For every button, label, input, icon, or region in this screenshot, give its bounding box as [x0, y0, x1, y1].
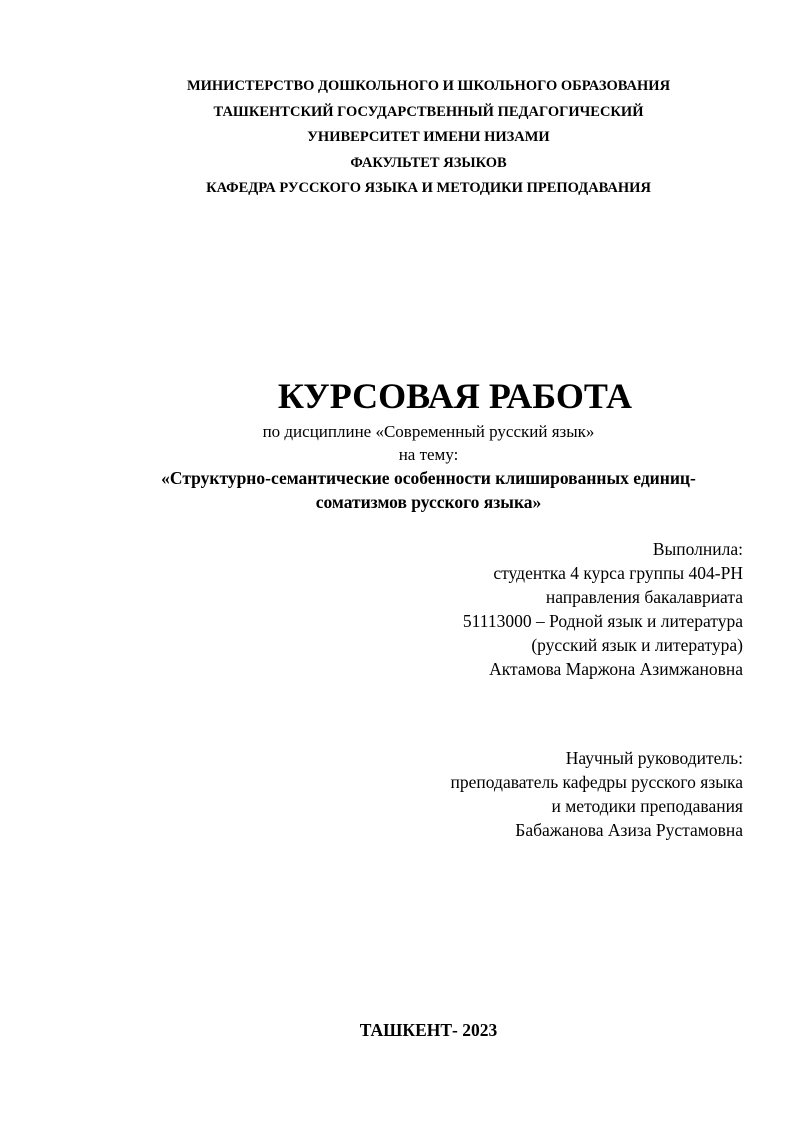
author-specialty: 51113000 – Родной язык и литература: [462, 611, 743, 631]
supervisor-block: [451, 746, 743, 842]
city-year: ТАШКЕНТ- 2023: [359, 1020, 498, 1040]
work-title: КУРСОВАЯ РАБОТА: [277, 376, 633, 416]
supervisor-position-1: преподаватель кафедры русского языка: [450, 772, 743, 792]
ministry-line: МИНИСТЕРСТВО ДОШКОЛЬНОГО И ШКОЛЬНОГО ОБРАЗОВАНИЯ: [186, 78, 671, 94]
supervisor-label: Научный руководитель:: [565, 748, 743, 768]
topic-intro: на тему:: [398, 445, 459, 464]
faculty-line: ФАКУЛЬТЕТ ЯЗЫКОВ: [350, 154, 507, 171]
author-name: Актамова Маржона Азимжановна: [489, 659, 743, 679]
author-specialty-detail: (русский язык и литература): [531, 635, 743, 655]
topic-line-2: соматизмов русского языка»: [315, 492, 542, 512]
author-direction: направления бакалавриата: [545, 587, 743, 607]
author-block: [463, 537, 743, 681]
discipline-line: по дисциплине «Современный русский язык»: [262, 422, 595, 441]
author-label: Выполнила:: [652, 539, 743, 559]
department-line: КАФЕДРА РУССКОГО ЯЗЫКА И МЕТОДИКИ ПРЕПОДАВАНИЯ: [206, 180, 651, 196]
university-line-1: ТАШКЕНТСКИЙ ГОСУДАРСТВЕННЫЙ ПЕДАГОГИЧЕСКИЙ: [213, 103, 644, 120]
university-line-2: УНИВЕРСИТЕТ ИМЕНИ НИЗАМИ: [307, 129, 550, 145]
supervisor-name: Бабажанова Азиза Рустамовна: [515, 820, 743, 840]
title-block: [0, 372, 800, 514]
supervisor-position-2: и методики преподавания: [551, 796, 743, 816]
topic-line-1: «Структурно-семантические особенности клишированных единиц-: [161, 468, 696, 488]
author-course: студентка 4 курса группы 404-РН: [493, 563, 743, 583]
institution-header: [0, 74, 800, 202]
